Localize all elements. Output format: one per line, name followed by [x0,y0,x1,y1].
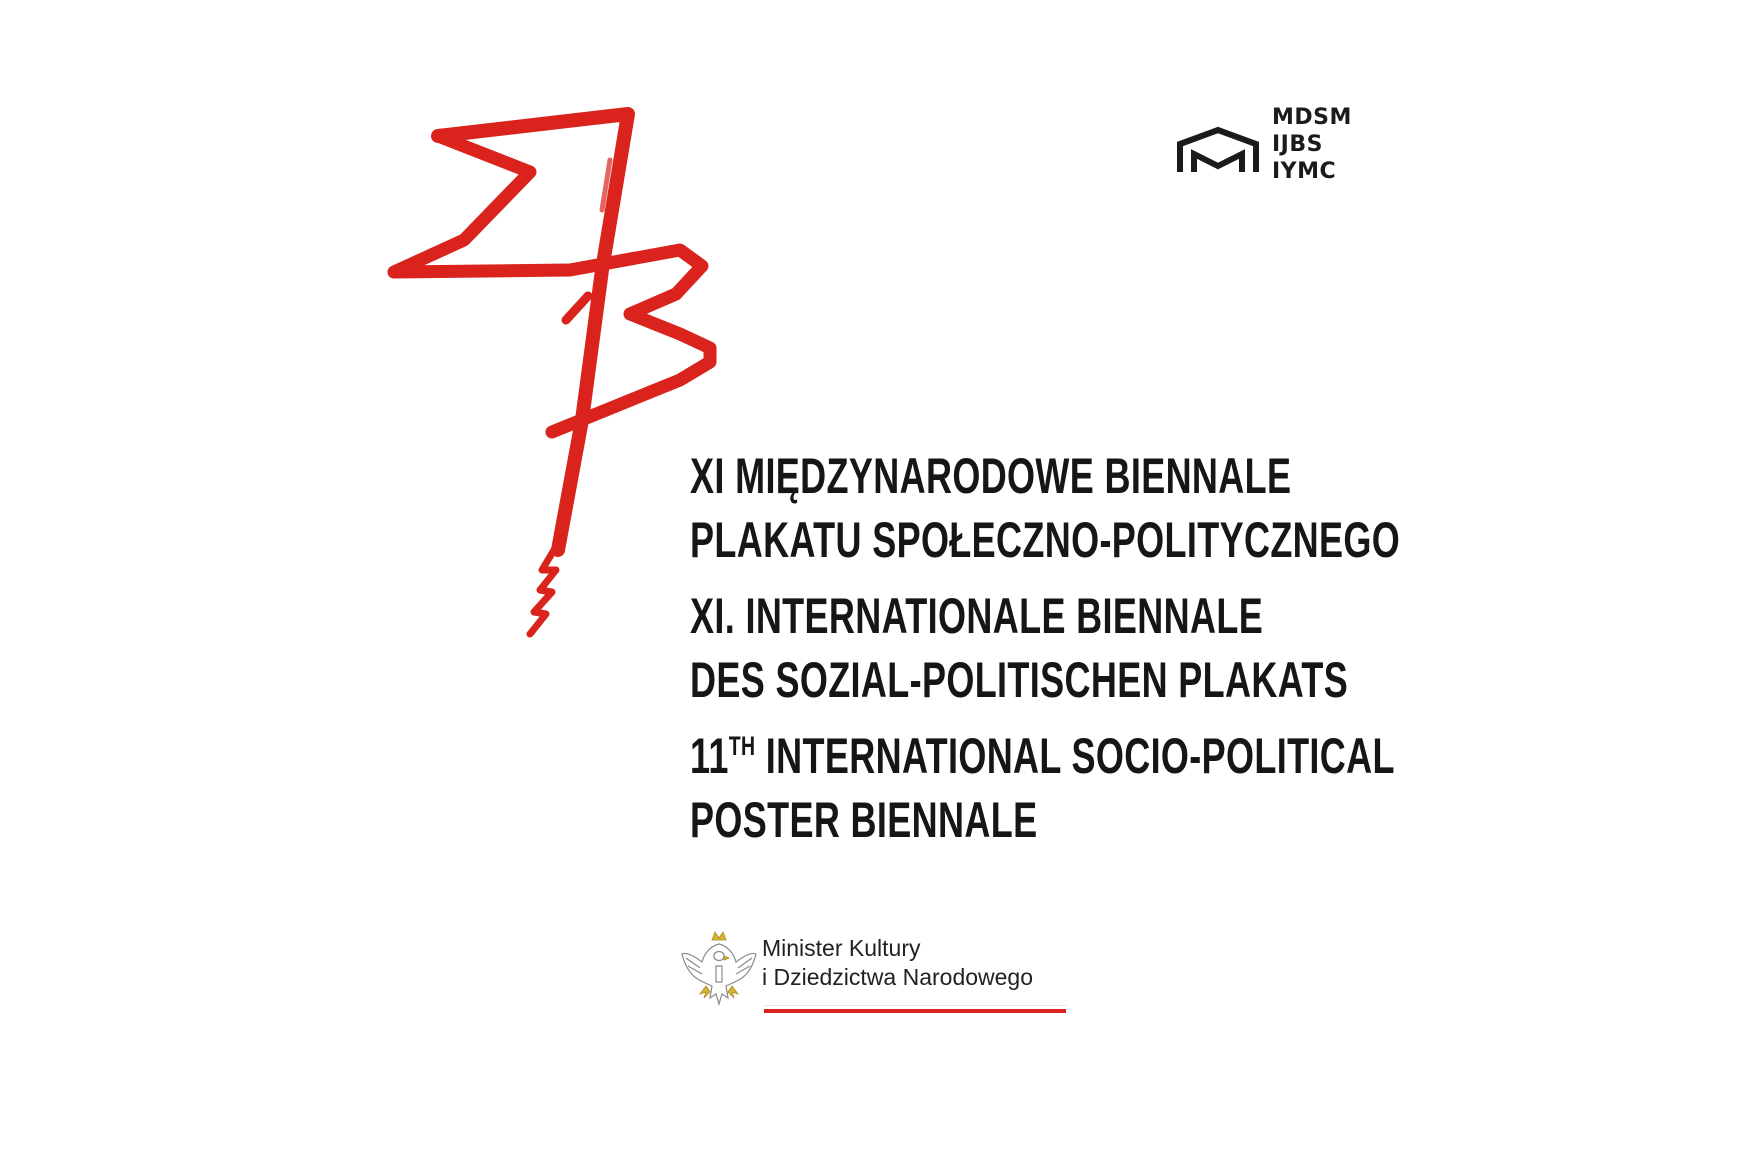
org-acronym-polish: MDSM [1272,105,1352,130]
title-english-ordinal-suffix: TH [728,731,756,761]
org-name-lines [1272,104,1352,185]
event-title-block [690,444,1401,864]
title-german [690,584,1350,712]
polish-flag-bar [764,1005,1066,1013]
title-polish-line-2: PLAKATU SPOŁECZNO-POLITYCZNEGO [690,512,1401,568]
title-german-line-2: DES SOZIAL-POLITISCHEN PLAKATS [690,652,1349,708]
org-logo [1176,104,1366,184]
org-acronym-english: IYMC [1272,159,1337,184]
title-english-line-1 [690,724,1395,788]
house-m-logo-icon [1176,126,1260,174]
title-english-line-1-rest: INTERNATIONAL SOCIO-POLITICAL [755,728,1395,784]
ministry-name [762,934,1033,992]
ministry-name-line-1: Minister Kultury [762,935,921,961]
title-english [690,724,1395,852]
title-english-number: 11 [690,728,729,784]
ministry-sponsor-mark [680,928,1080,1018]
polish-white-eagle-icon [680,928,758,1012]
title-german-line-1: XI. INTERNATIONALE BIENNALE [690,588,1264,644]
ministry-name-line-2: i Dziedzictwa Narodowego [762,964,1034,990]
org-acronym-german: IJBS [1272,132,1323,157]
title-polish-line-1: XI MIĘDZYNARODOWE BIENNALE [690,448,1292,504]
title-polish [690,444,1401,572]
flag-red-stripe [764,1009,1066,1013]
title-english-line-2: POSTER BIENNALE [690,792,1038,848]
